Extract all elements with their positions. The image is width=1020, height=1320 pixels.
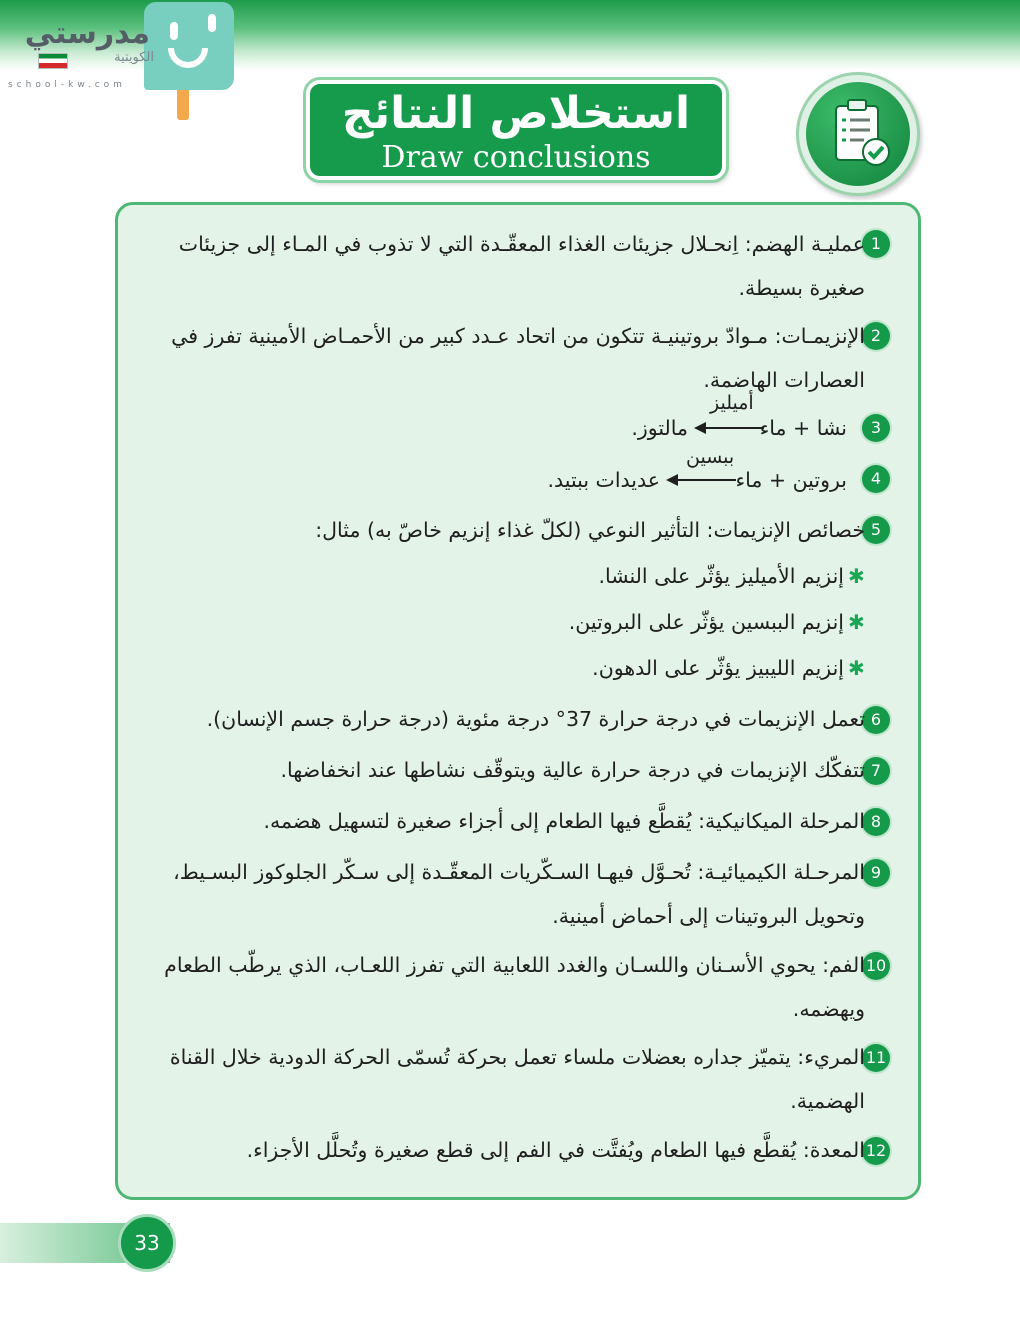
item-line: تعمل الإنزيمات في درجة حرارة 37° درجة مئوية (درجة حرارة جسم الإنسان).: [206, 707, 865, 731]
conclusion-item-5: [315, 508, 865, 552]
item-number-badge: 8: [862, 808, 890, 836]
item-number-badge: 6: [862, 706, 890, 734]
item-line: وتحويل البروتينات إلى أحماض أمينية.: [552, 904, 865, 928]
item-number-badge: 7: [862, 757, 890, 785]
item-line: الهضمية.: [790, 1089, 865, 1113]
section-title-box: [306, 80, 726, 180]
item-line: الفم: يحوي الأسـنان واللسـان والغدد اللعابية التي تفرز اللعـاب، الذي يرطّب الطعام: [164, 953, 865, 977]
item-line: المرحـلة الكيميائيـة: تُحـوَّل فيهـا السـكّريات المعقّـدة إلى سـكّر الجلوكوز البسـيط،: [173, 860, 865, 884]
logo-eye: [208, 14, 216, 32]
item-number-badge: 11: [862, 1044, 890, 1072]
item-line: المريء: يتميّز جداره بعضلات ملساء تعمل بحركة تُسمّى الحركة الدودية خلال القناة: [169, 1045, 865, 1069]
conclusion-item-11: [170, 1035, 865, 1123]
reaction-arrow-icon: [666, 472, 738, 488]
conclusion-item-9: [173, 850, 865, 938]
enzyme-label: ببسين: [686, 446, 735, 468]
reaction-arrow-icon: [694, 420, 766, 436]
item-line: صغيرة بسيطة.: [738, 276, 865, 300]
item-line: المعدة: يُقطَّع فيها الطعام ويُفتَّت في الفم إلى قطع صغيرة وتُحلَّل الأجزاء.: [246, 1138, 865, 1162]
item-line: عمليـة الهضم: اِنحـلال جزيئات الغذاء المعقّـدة التي لا تذوب في المـاء إلى جزيئات: [178, 232, 865, 256]
section-title-english: Draw conclusions: [381, 140, 651, 175]
item-number-badge: 4: [862, 465, 890, 493]
logo-url: school-kw.com: [8, 80, 126, 90]
section-title-arabic: استخلاص النتائج: [341, 88, 691, 139]
equation-product: عديدات ببتيد.: [547, 468, 660, 492]
conclusion-item-2: [171, 314, 865, 402]
conclusion-item-6: [207, 697, 865, 741]
item-line: الإنزيمـات: مـوادّ بروتينيـة تتكون من اتحاد عـدد كبير من الأحمـاض الأمينية تفرز في: [171, 324, 865, 348]
page-number: 33: [118, 1214, 176, 1272]
kuwait-flag-icon: [38, 53, 68, 69]
conclusion-item-1: [179, 222, 865, 310]
logo-stick: [177, 90, 189, 120]
logo-eye: [170, 22, 178, 40]
conclusion-item-7: [280, 748, 865, 792]
enzyme-label: أميليز: [710, 392, 754, 414]
clipboard-check-icon: [806, 82, 910, 186]
logo-country: الكويتية: [114, 50, 154, 65]
equation-product: مالتوز.: [631, 416, 688, 440]
item-number-badge: 12: [862, 1137, 890, 1165]
logo-mark-icon: [144, 2, 234, 90]
item-line: خصائص الإنزيمات: التأثير النوعي (لكلّ غذاء إنزيم خاصّ به) مثال:: [315, 518, 865, 542]
item-number-badge: 1: [862, 230, 890, 258]
item-line: المرحلة الميكانيكية: يُقطَّع فيها الطعام إلى أجزاء صغيرة لتسهيل هضمه.: [263, 809, 865, 833]
item-line: ويهضمه.: [792, 997, 865, 1021]
item-line: العصارات الهاضمة.: [703, 368, 865, 392]
example-item: إنزيم الليبيز يؤثّر على الدهون.: [592, 656, 844, 680]
example-item: إنزيم الأميليز يؤثّر على النشا.: [598, 564, 844, 588]
item-number-badge: 10: [862, 952, 890, 980]
bullet-star-icon: ✱: [848, 610, 865, 634]
conclusion-item-8: [263, 799, 865, 843]
logo-name: مدرستي: [24, 16, 150, 51]
item-number-badge: 9: [862, 859, 890, 887]
item-number-badge: 2: [862, 322, 890, 350]
conclusion-item-10: [164, 943, 865, 1031]
bullet-star-icon: ✱: [848, 656, 865, 680]
equation-reactant: نشا + ماء: [759, 416, 847, 440]
item-number-badge: 3: [862, 414, 890, 442]
item-line: تتفكّك الإنزيمات في درجة حرارة عالية ويتوقّف نشاطها عند انخفاضها.: [280, 758, 865, 782]
bullet-star-icon: ✱: [848, 564, 865, 588]
conclusion-item-12: [247, 1128, 865, 1172]
item-number-badge: 5: [862, 516, 890, 544]
equation-reactant: بروتين + ماء: [735, 468, 847, 492]
example-item: إنزيم الببسين يؤثّر على البروتين.: [568, 610, 844, 634]
